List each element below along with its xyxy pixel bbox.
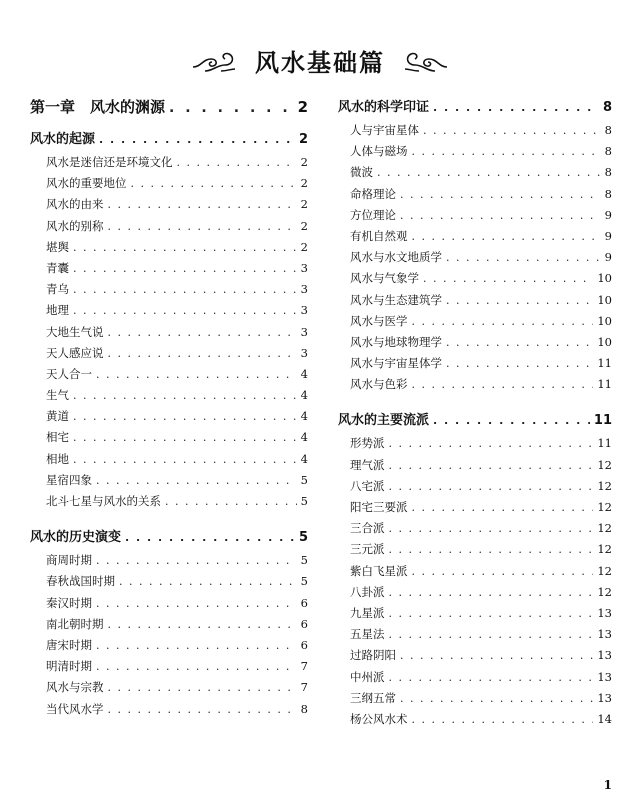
section-heading[interactable] xyxy=(338,409,612,431)
toc-entry[interactable] xyxy=(338,334,612,355)
entry-page: 13 xyxy=(597,627,612,642)
entry-title: 风水与水文地质学 xyxy=(350,250,442,265)
dot-leader xyxy=(389,607,594,620)
entry-title: 黄道 xyxy=(46,409,69,424)
toc-entry[interactable] xyxy=(338,690,612,711)
dot-leader xyxy=(446,357,593,370)
entry-title: 当代风水学 xyxy=(46,701,104,716)
entry-page: 12 xyxy=(597,457,612,472)
toc-entry[interactable] xyxy=(338,270,612,291)
dot-leader xyxy=(423,124,601,137)
toc-entry[interactable] xyxy=(338,228,612,249)
toc-entry[interactable] xyxy=(338,313,612,334)
section-title: 风水的科学印证 xyxy=(338,100,430,115)
entry-page: 10 xyxy=(597,313,612,328)
entry-title: 风水的由来 xyxy=(46,197,104,212)
dot-leader xyxy=(108,326,297,339)
entry-page: 13 xyxy=(597,690,612,705)
entry-page: 2 xyxy=(300,218,308,233)
entry-title: 春秋战国时期 xyxy=(46,574,115,589)
entry-title: 相地 xyxy=(46,451,69,466)
dot-leader xyxy=(389,543,594,556)
dot-leader xyxy=(412,315,594,328)
entry-title: 星宿四象 xyxy=(46,472,92,487)
dot-leader xyxy=(119,575,297,588)
dot-leader xyxy=(412,713,594,726)
dot-leader xyxy=(96,554,297,567)
dot-leader xyxy=(108,198,297,211)
entry-title: 秦汉时期 xyxy=(46,595,92,610)
chapter-title: 第一章 风水的渊源 xyxy=(30,98,166,116)
cloud-ornament-right-icon xyxy=(403,45,449,75)
toc-entry[interactable] xyxy=(338,647,612,668)
entry-title: 风水与地球物理学 xyxy=(350,334,442,349)
dot-leader xyxy=(96,368,297,381)
toc-entry[interactable] xyxy=(30,701,308,722)
chapter-page: 2 xyxy=(297,98,308,116)
dot-leader xyxy=(389,459,594,472)
dot-leader xyxy=(96,660,297,673)
section-page: 11 xyxy=(593,413,612,429)
entry-page: 4 xyxy=(300,388,308,403)
entry-title: 相宅 xyxy=(46,430,69,445)
dot-leader xyxy=(412,501,594,514)
entry-page: 12 xyxy=(597,478,612,493)
toc-entry[interactable] xyxy=(30,552,308,573)
entry-page: 10 xyxy=(597,292,612,307)
dot-leader xyxy=(96,597,297,610)
entry-title: 风水的别称 xyxy=(46,218,104,233)
entry-page: 4 xyxy=(300,366,308,381)
entry-title: 紫白飞星派 xyxy=(350,563,408,578)
entry-page: 3 xyxy=(300,260,308,275)
entry-title: 人体与磁场 xyxy=(350,144,408,159)
toc-entry[interactable] xyxy=(338,605,612,626)
toc-entry[interactable] xyxy=(30,658,308,679)
toc-entry[interactable] xyxy=(338,563,612,584)
toc-entry[interactable] xyxy=(338,711,612,732)
dot-leader xyxy=(400,649,593,662)
dot-leader xyxy=(108,703,297,716)
dot-leader xyxy=(73,304,297,317)
entry-title: 八宅派 xyxy=(350,478,385,493)
entry-title: 九星派 xyxy=(350,605,385,620)
toc-entry[interactable] xyxy=(338,355,612,376)
toc-entry[interactable] xyxy=(338,457,612,478)
section-title: 风水的主要流派 xyxy=(338,413,430,429)
entry-page: 6 xyxy=(300,616,308,631)
toc-entry[interactable] xyxy=(30,345,308,366)
entry-page: 3 xyxy=(300,345,308,360)
dot-leader xyxy=(96,474,297,487)
toc-entry[interactable] xyxy=(338,520,612,541)
toc-entry[interactable] xyxy=(338,143,612,164)
section-title: 风水的起源 xyxy=(30,132,96,147)
entry-page: 12 xyxy=(597,500,612,514)
entry-title: 形势派 xyxy=(350,436,385,451)
toc-entry[interactable] xyxy=(338,499,612,520)
entry-page: 2 xyxy=(300,155,308,169)
dot-leader xyxy=(446,336,593,349)
toc-right-column xyxy=(338,96,612,732)
toc-entry[interactable] xyxy=(30,260,308,281)
entry-title: 三元派 xyxy=(350,542,385,557)
dot-leader xyxy=(73,262,297,275)
entry-page: 10 xyxy=(597,271,612,286)
toc-entry[interactable] xyxy=(30,429,308,450)
dot-leader xyxy=(169,100,294,116)
entry-page: 11 xyxy=(597,356,612,371)
dot-leader xyxy=(412,378,594,391)
entry-title: 堪舆 xyxy=(46,239,69,254)
toc-entry[interactable] xyxy=(338,541,612,562)
dot-leader xyxy=(96,639,297,652)
section-page: 8 xyxy=(602,100,612,115)
entry-title: 风水与气象学 xyxy=(350,271,419,286)
entry-page: 14 xyxy=(597,711,612,726)
toc-entry[interactable] xyxy=(30,387,308,408)
dot-leader xyxy=(73,241,297,254)
toc-entry[interactable] xyxy=(30,175,308,196)
entry-page: 5 xyxy=(300,574,308,589)
toc-entry[interactable] xyxy=(30,679,308,700)
entry-page: 11 xyxy=(597,377,612,392)
entry-title: 天人感应说 xyxy=(46,345,104,360)
dot-leader xyxy=(389,480,594,493)
entry-page: 4 xyxy=(300,409,308,424)
dot-leader xyxy=(423,272,593,285)
entry-title: 唐宋时期 xyxy=(46,637,92,652)
toc-entry[interactable] xyxy=(30,573,308,594)
toc-entry[interactable] xyxy=(30,637,308,658)
entry-title: 三纲五常 xyxy=(350,690,396,705)
dot-leader xyxy=(165,495,297,508)
dot-leader xyxy=(446,294,593,307)
entry-page: 10 xyxy=(597,334,612,349)
toc-entry[interactable] xyxy=(338,669,612,690)
section-heading[interactable] xyxy=(30,128,308,150)
toc-entry[interactable] xyxy=(338,207,612,228)
toc-entry[interactable] xyxy=(338,584,612,605)
entry-page: 9 xyxy=(604,228,612,243)
entry-page: 7 xyxy=(300,680,308,695)
toc-entry[interactable] xyxy=(338,478,612,499)
entry-page: 8 xyxy=(604,186,612,201)
entry-page: 9 xyxy=(604,207,612,222)
toc-entry[interactable] xyxy=(30,281,308,302)
entry-page: 12 xyxy=(597,542,612,557)
entry-title: 大地生气说 xyxy=(46,324,104,339)
dot-leader xyxy=(400,692,593,705)
dot-leader xyxy=(389,437,594,450)
dot-leader xyxy=(73,431,297,444)
dot-leader xyxy=(99,133,295,146)
entry-title: 风水是迷信还是环境文化 xyxy=(46,155,173,169)
entry-page: 13 xyxy=(597,605,612,620)
dot-leader xyxy=(177,156,297,169)
entry-title: 过路阴阳 xyxy=(350,648,396,663)
entry-page: 4 xyxy=(300,451,308,466)
toc-entry[interactable] xyxy=(30,616,308,637)
entry-title: 有机自然观 xyxy=(350,228,408,243)
toc-entry[interactable] xyxy=(338,435,612,456)
entry-page: 5 xyxy=(300,553,308,568)
entry-page: 6 xyxy=(300,637,308,652)
entry-page: 6 xyxy=(300,595,308,610)
entry-page: 3 xyxy=(300,303,308,318)
dot-leader xyxy=(73,283,297,296)
entry-title: 商周时期 xyxy=(46,553,92,568)
dot-leader xyxy=(412,565,594,578)
section-heading[interactable] xyxy=(30,526,308,548)
page-header xyxy=(0,40,640,80)
toc-entry[interactable] xyxy=(30,408,308,429)
entry-title: 方位理论 xyxy=(350,207,396,222)
dot-leader xyxy=(73,453,297,466)
toc-entry[interactable] xyxy=(338,164,612,185)
entry-title: 微波 xyxy=(350,165,373,180)
dot-leader xyxy=(389,671,594,684)
dot-leader xyxy=(125,531,295,544)
entry-title: 青乌 xyxy=(46,282,69,297)
dot-leader xyxy=(389,522,594,535)
entry-page: 2 xyxy=(300,239,308,254)
entry-page: 8 xyxy=(300,701,308,716)
entry-title: 风水与医学 xyxy=(350,313,408,328)
entry-page: 7 xyxy=(300,659,308,674)
entry-title: 青囊 xyxy=(46,260,69,275)
entry-title: 风水的重要地位 xyxy=(46,176,127,191)
section-page: 5 xyxy=(298,530,308,546)
entry-title: 风水与宗教 xyxy=(46,680,104,695)
page-number: 1 xyxy=(603,778,612,792)
toc-entry[interactable] xyxy=(30,239,308,260)
dot-leader xyxy=(108,618,297,631)
entry-title: 理气派 xyxy=(350,457,385,472)
entry-title: 中州派 xyxy=(350,669,385,684)
entry-title: 天人合一 xyxy=(46,366,92,381)
toc-entry[interactable] xyxy=(338,122,612,143)
dot-leader xyxy=(73,389,297,402)
entry-title: 风水与生态建筑学 xyxy=(350,292,442,307)
entry-title: 生气 xyxy=(46,388,69,403)
toc-entry[interactable] xyxy=(338,626,612,647)
toc-entry[interactable] xyxy=(338,249,612,270)
toc-entry[interactable] xyxy=(30,451,308,472)
dot-leader xyxy=(108,347,297,360)
dot-leader xyxy=(400,188,601,201)
dot-leader xyxy=(108,681,297,694)
section-title: 风水的历史演变 xyxy=(30,530,122,546)
entry-title: 地理 xyxy=(46,303,69,318)
dot-leader xyxy=(400,209,601,222)
entry-title: 风水与宇宙星体学 xyxy=(350,356,442,371)
entry-title: 风水与色彩 xyxy=(350,377,408,392)
dot-leader xyxy=(412,230,601,243)
entry-page: 8 xyxy=(604,144,612,159)
toc-entry[interactable] xyxy=(30,324,308,345)
toc-left-column xyxy=(30,96,308,722)
dot-leader xyxy=(377,166,601,179)
entry-title: 命格理论 xyxy=(350,186,396,201)
entry-title: 北斗七星与风水的关系 xyxy=(46,494,161,508)
entry-title: 明清时期 xyxy=(46,659,92,674)
dot-leader xyxy=(433,414,590,427)
entry-page: 8 xyxy=(604,165,612,180)
dot-leader xyxy=(446,251,601,264)
dot-leader xyxy=(108,220,297,233)
entry-page: 12 xyxy=(597,521,612,536)
toc-entry[interactable] xyxy=(30,196,308,217)
entry-title: 八卦派 xyxy=(350,584,385,599)
entry-page: 12 xyxy=(597,563,612,578)
dot-leader xyxy=(131,177,297,190)
entry-page: 9 xyxy=(604,250,612,265)
entry-page: 3 xyxy=(300,282,308,297)
entry-page: 5 xyxy=(300,494,308,508)
toc-entry[interactable] xyxy=(30,472,308,493)
section-heading[interactable] xyxy=(338,96,612,118)
toc-entry[interactable] xyxy=(30,595,308,616)
dot-leader xyxy=(389,628,594,641)
page-title: 风水基础篇 xyxy=(255,48,385,77)
entry-title: 人与宇宙星体 xyxy=(350,123,419,137)
chapter-heading xyxy=(30,96,308,122)
entry-page: 13 xyxy=(597,648,612,663)
entry-title: 阳宅三要派 xyxy=(350,500,408,514)
section-page: 2 xyxy=(298,132,308,147)
dot-leader xyxy=(412,145,601,158)
toc-entry[interactable] xyxy=(338,292,612,313)
toc-entry[interactable] xyxy=(30,366,308,387)
dot-leader xyxy=(73,410,297,423)
toc-entry[interactable] xyxy=(30,154,308,175)
entry-page: 13 xyxy=(597,669,612,684)
entry-title: 南北朝时期 xyxy=(46,616,104,631)
dot-leader xyxy=(433,101,599,114)
entry-page: 12 xyxy=(597,584,612,599)
toc-entry[interactable] xyxy=(30,493,308,514)
toc-entry[interactable] xyxy=(30,218,308,239)
entry-page: 3 xyxy=(300,324,308,339)
dot-leader xyxy=(389,586,594,599)
entry-page: 2 xyxy=(300,197,308,212)
entry-title: 三合派 xyxy=(350,521,385,536)
entry-title: 杨公风水术 xyxy=(350,711,408,726)
toc-entry[interactable] xyxy=(30,302,308,323)
entry-page: 4 xyxy=(300,430,308,445)
entry-page: 11 xyxy=(597,436,612,451)
toc-entry[interactable] xyxy=(338,186,612,207)
entry-page: 8 xyxy=(604,123,612,137)
entry-page: 2 xyxy=(300,176,308,191)
cloud-ornament-left-icon xyxy=(191,45,237,75)
entry-page: 5 xyxy=(300,472,308,487)
entry-title: 五星法 xyxy=(350,627,385,642)
toc-entry[interactable] xyxy=(338,376,612,397)
